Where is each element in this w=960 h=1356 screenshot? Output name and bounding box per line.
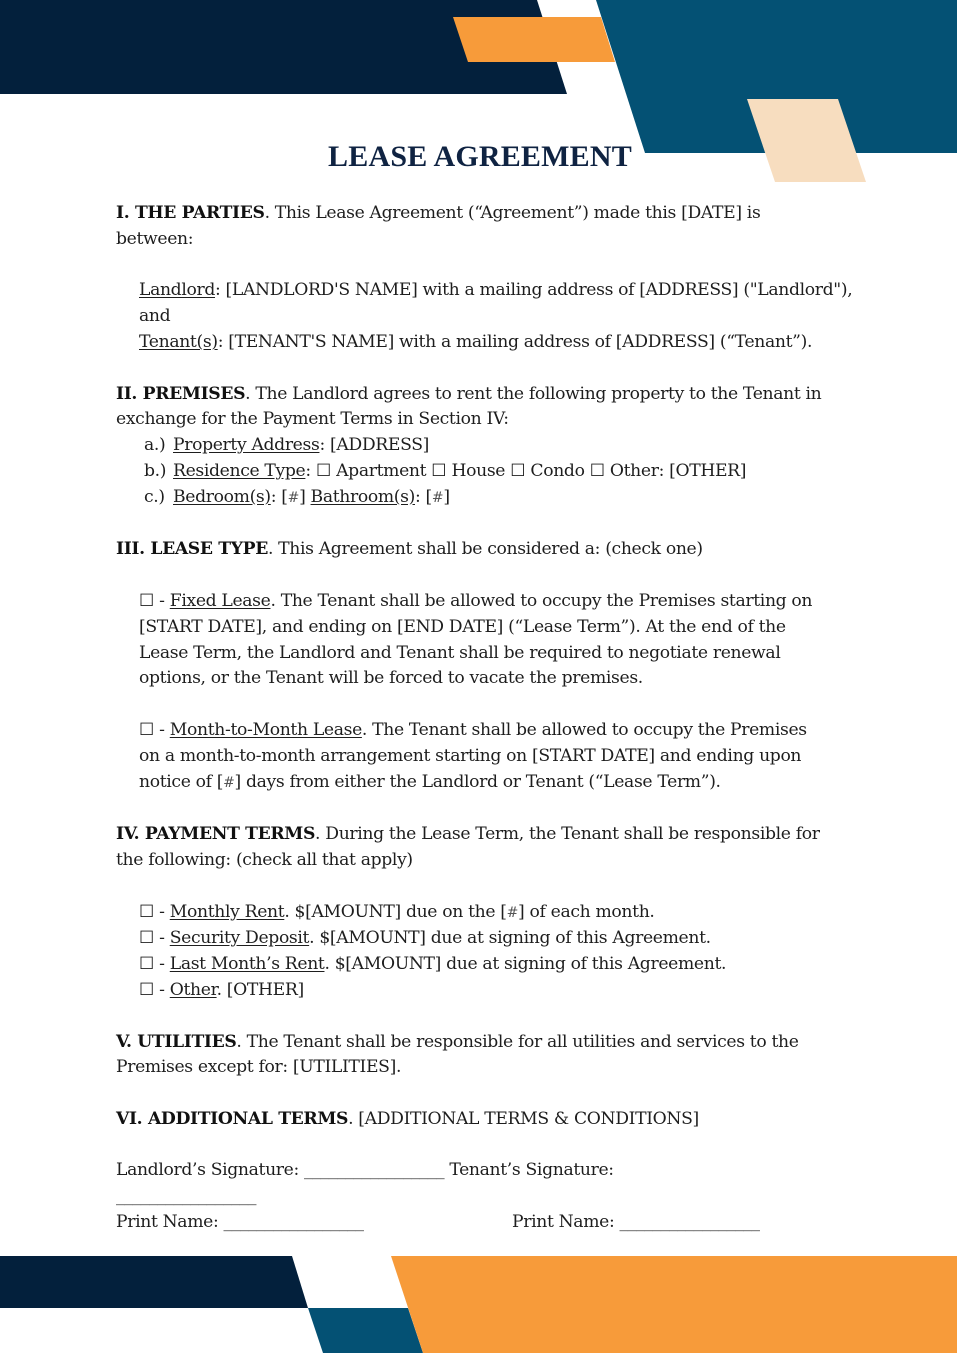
footer-orange-band <box>391 1256 957 1353</box>
payment-item <box>116 978 856 1004</box>
payment-label: Last Month’s Rent <box>169 954 325 975</box>
list-marker: c.) <box>144 486 165 507</box>
signature-block <box>116 1158 856 1235</box>
option-text: . The Tenant shall be allowed to occupy the Premises starting on <box>270 590 813 611</box>
list-marker: b.) <box>144 460 167 481</box>
section-text: . This Lease Agreement (“Agreement”) made this [DATE] is <box>264 203 761 223</box>
item-text: : [ <box>270 486 288 507</box>
option-fixed-lease <box>116 589 856 692</box>
payment-text: . $[AMOUNT] due at signing of this Agreement. <box>309 928 711 949</box>
item-text: : [ <box>415 486 432 507</box>
section-utilities <box>116 1030 856 1082</box>
section-text: . This Agreement shall be considered a: (check one) <box>267 539 703 560</box>
other-payment-checkbox[interactable]: ☐ - <box>139 979 170 1000</box>
section-text: . The Tenant shall be responsible for all utilities and services to the <box>236 1031 799 1052</box>
payment-label: Other <box>169 979 217 1000</box>
payment-item <box>116 900 856 927</box>
tenant-print-name-field[interactable]: Print Name: _________________ <box>512 1212 760 1233</box>
section-parties <box>116 201 856 356</box>
document-title: LEASE AGREEMENT <box>328 140 632 173</box>
section-text: Premises except for: [UTILITIES]. <box>116 1057 402 1078</box>
tenant-text: : [TENANT'S NAME] with a mailing address of [ADDRESS] (“Tenant”). <box>217 331 813 352</box>
payment-text: . $[AMOUNT] due on the [ <box>284 901 507 922</box>
header-orange-band <box>453 17 615 62</box>
payment-label: Monthly Rent <box>169 901 285 922</box>
payment-text: . $[AMOUNT] due at signing of this Agreement. <box>324 954 727 975</box>
option-text: notice of [ <box>139 771 224 792</box>
landlord-label: Landlord <box>139 280 215 301</box>
list-marker: a.) <box>144 435 166 456</box>
landlord-print-name-field[interactable]: Print Name: _________________ <box>116 1212 364 1233</box>
section-heading: II. PREMISES <box>116 383 246 404</box>
footer-teal-band <box>308 1308 423 1353</box>
footer-decoration <box>0 1240 960 1356</box>
section-heading: VI. ADDITIONAL TERMS <box>116 1108 349 1129</box>
section-premises <box>116 382 856 512</box>
landlord-text: : [LANDLORD'S NAME] with a mailing address of [ADDRESS] ("Landlord"), <box>215 280 853 301</box>
bedrooms-label: Bedroom(s) <box>173 486 271 507</box>
item-label: Property Address <box>173 435 320 456</box>
section-text: exchange for the Payment Terms in Section IV: <box>116 409 509 430</box>
tenant-label: Tenant(s) <box>139 331 218 352</box>
item-text: : [ADDRESS] <box>319 435 429 456</box>
section-text: . [ADDITIONAL TERMS & CONDITIONS] <box>348 1108 699 1129</box>
section-heading: V. UTILITIES <box>116 1031 237 1052</box>
payment-text: ] of each month. <box>518 901 655 922</box>
notice-days-value: # <box>223 774 235 791</box>
option-text: Lease Term, the Landlord and Tenant shall be required to negotiate renewal <box>139 642 781 663</box>
residence-type-checkboxes[interactable]: : ☐ Apartment ☐ House ☐ Condo ☐ Other: [OTHER] <box>305 460 747 481</box>
option-month-to-month <box>116 718 856 796</box>
option-text: ] days from either the Landlord or Tenant (“Lease Term”). <box>234 771 721 792</box>
premises-item-residence-type <box>116 459 856 485</box>
bedrooms-value: # <box>287 489 300 506</box>
item-text: ] <box>443 486 450 507</box>
landlord-signature-field[interactable]: Landlord’s Signature: _________________ <box>116 1160 450 1181</box>
section-lease-type <box>116 537 856 796</box>
option-text: options, or the Tenant will be forced to vacate the premises. <box>139 668 643 689</box>
tenant-signature-label: Tenant’s Signature: <box>449 1160 614 1181</box>
payment-item <box>116 952 856 978</box>
option-label: Month-to-Month Lease <box>169 719 362 740</box>
payment-label: Security Deposit <box>169 928 310 949</box>
item-label: Residence Type <box>173 460 306 481</box>
and-text: and <box>139 306 171 327</box>
premises-item-rooms <box>116 485 856 512</box>
month-to-month-checkbox[interactable]: ☐ - <box>139 719 170 740</box>
section-heading: IV. PAYMENT TERMS <box>116 824 316 845</box>
last-month-rent-checkbox[interactable]: ☐ - <box>139 954 170 975</box>
bathrooms-label: Bathroom(s) <box>310 486 415 507</box>
section-heading: III. LEASE TYPE <box>116 539 268 560</box>
premises-item-address <box>116 433 856 459</box>
footer-navy-band <box>0 1256 308 1308</box>
section-text: . During the Lease Term, the Tenant shall be responsible for <box>315 824 820 845</box>
payment-text: . [OTHER] <box>216 979 304 1000</box>
option-text: [START DATE], and ending on [END DATE] (“Lease Term”). At the end of the <box>139 616 786 637</box>
option-text: . The Tenant shall be allowed to occupy the Premises <box>361 719 807 740</box>
monthly-rent-checkbox[interactable]: ☐ - <box>139 901 170 922</box>
section-text: between: <box>116 228 194 249</box>
tenant-signature-field[interactable]: _________________ <box>116 1186 257 1207</box>
security-deposit-checkbox[interactable]: ☐ - <box>139 928 170 949</box>
section-payment-terms <box>116 822 856 1004</box>
section-additional-terms <box>116 1107 856 1133</box>
option-label: Fixed Lease <box>169 590 271 611</box>
option-text: on a month-to-month arrangement starting on [START DATE] and ending upon <box>139 745 802 766</box>
item-text: ] <box>299 486 311 507</box>
section-heading: I. THE PARTIES <box>116 203 265 223</box>
lease-body <box>116 201 856 1236</box>
bathrooms-value: # <box>431 489 444 506</box>
due-day-value: # <box>506 904 519 921</box>
fixed-lease-checkbox[interactable]: ☐ - <box>139 590 170 611</box>
section-text: . The Landlord agrees to rent the following property to the Tenant in <box>245 383 822 404</box>
section-text: the following: (check all that apply) <box>116 849 413 870</box>
payment-item <box>116 926 856 952</box>
